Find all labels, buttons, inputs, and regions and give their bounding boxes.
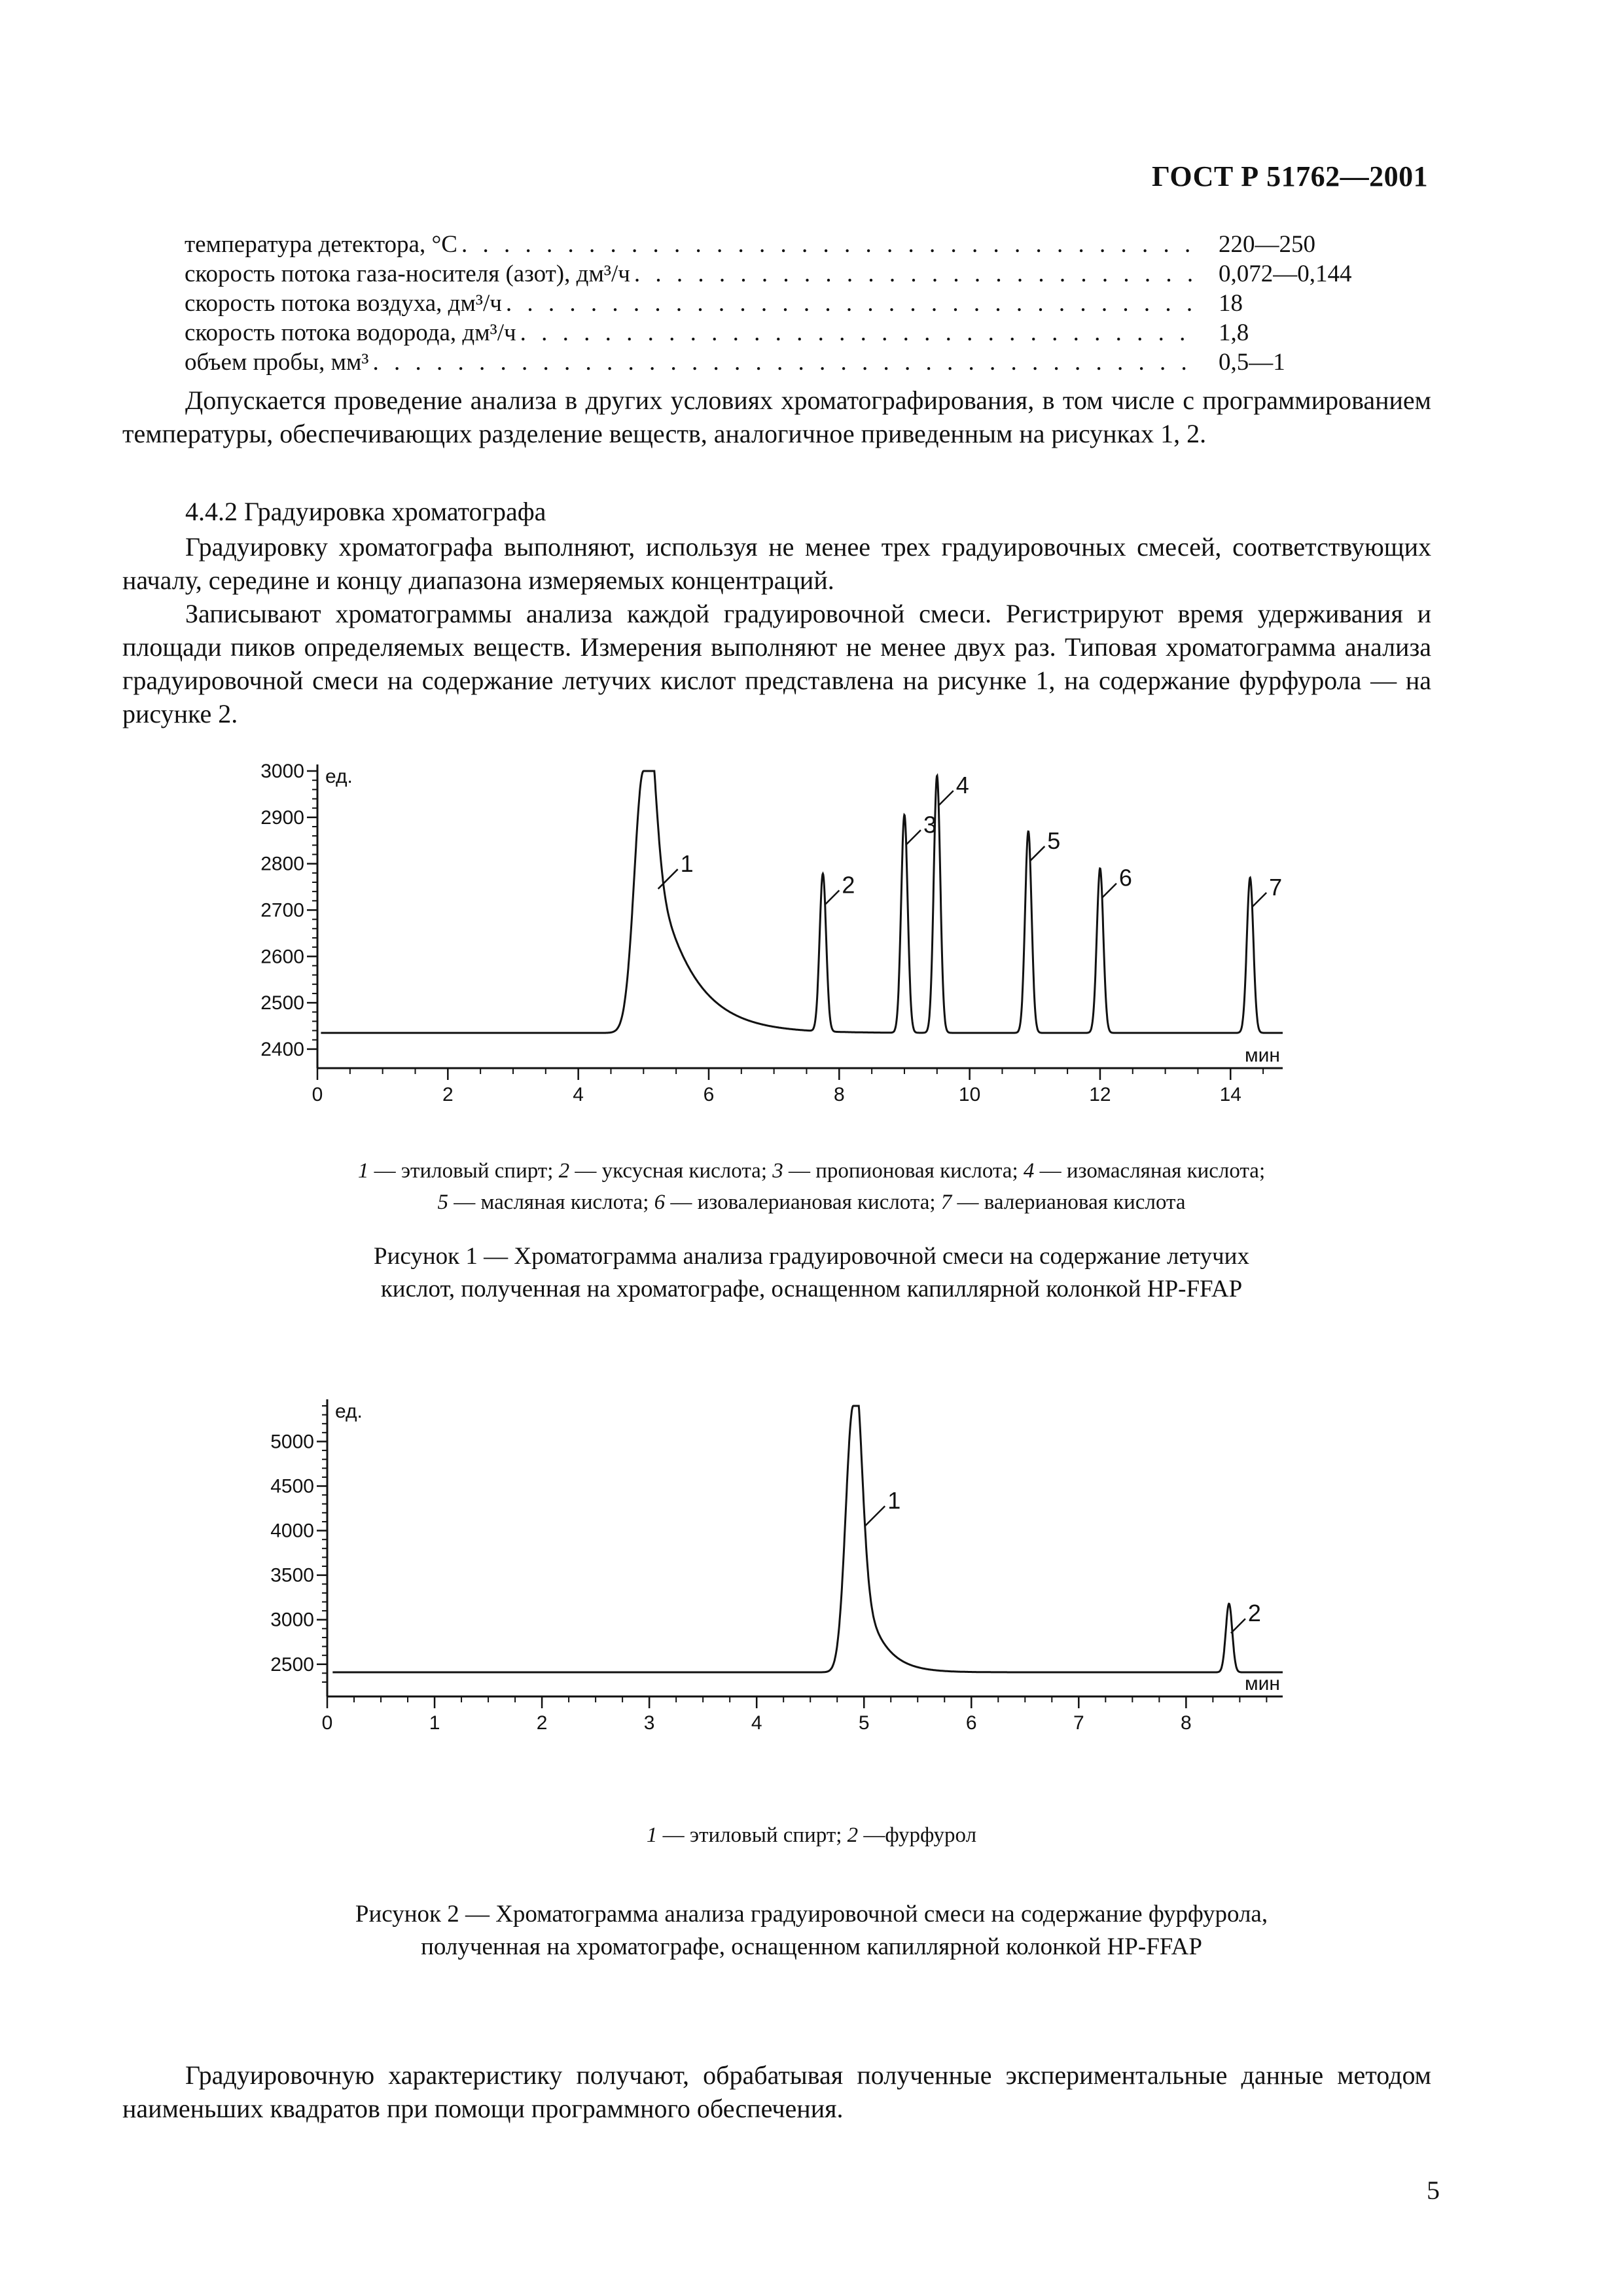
param-row	[185, 230, 1428, 260]
legend-text: масляная кислота	[480, 1191, 643, 1214]
leader-dots	[630, 260, 1199, 288]
legend-text: изовалериановая кислота	[697, 1191, 930, 1214]
x-tick-label: 3	[643, 1712, 655, 1734]
x-tick-label: 6	[965, 1712, 977, 1734]
legend-text: пропионовая кислота	[815, 1159, 1012, 1183]
param-value: 0,072—0,144	[1219, 260, 1352, 287]
peak-leader	[939, 791, 954, 805]
x-tick-label: 0	[321, 1712, 333, 1734]
legend-number: 2	[847, 1823, 859, 1847]
param-label: скорость потока водорода, дм³/ч	[185, 319, 516, 346]
x-tick-label: 8	[1181, 1712, 1192, 1734]
page-number: 5	[1427, 2176, 1440, 2205]
caption-line: кислот, полученная на хроматографе, оснащенном капиллярной колонкой HP-FFAP	[380, 1276, 1243, 1302]
peak-leader	[1102, 884, 1116, 898]
paragraph-text: Градуировочную характеристику получают, обрабатывая полученные экспериментальные данные методом наименьших квадратов при помощи программного обеспечения.	[122, 2060, 1431, 2123]
legend-line: 1 — этиловый спирт; 2 — уксусная кислота; 3 — пропионовая кислота; 4 — изомасляная кислота;	[357, 1159, 1266, 1183]
x-tick-label: 1	[429, 1712, 440, 1734]
leader-dots	[369, 348, 1199, 376]
legend-number: 1	[357, 1159, 369, 1183]
x-axis-label: мин	[1245, 1045, 1280, 1066]
x-tick-label: 8	[833, 1084, 845, 1105]
param-label: скорость потока газа-носителя (азот), дм³/ч	[185, 260, 630, 287]
param-value: 18	[1219, 290, 1243, 317]
caption-line: Рисунок 1 — Хроматограмма анализа градуировочной смеси на содержание летучих	[374, 1243, 1249, 1270]
peak-label: 2	[842, 871, 855, 899]
paragraph-text: Допускается проведение анализа в других условиях хроматографирования, в том числе с программированием температуры, обеспечивающих разделение веществ, аналогичное приведенным на рисунках 1, 2.	[122, 386, 1431, 448]
peak-leader	[1252, 893, 1266, 907]
y-tick-label: 2500	[270, 1653, 314, 1676]
peak-label: 4	[955, 772, 969, 799]
x-tick-label: 0	[312, 1084, 323, 1105]
y-tick-label: 3000	[260, 761, 304, 782]
param-row	[185, 260, 1428, 289]
peak-leader	[865, 1506, 885, 1526]
caption-line: Рисунок 2 — Хроматограмма анализа градуировочной смеси на содержание фурфурола,	[355, 1901, 1268, 1928]
peak-label: 3	[923, 811, 936, 838]
y-tick-label: 3000	[270, 1609, 314, 1631]
legend-number: 6	[654, 1191, 666, 1214]
param-label: скорость потока воздуха, дм³/ч	[185, 290, 502, 317]
y-tick-label: 5000	[270, 1431, 314, 1453]
x-tick-label: 5	[858, 1712, 870, 1734]
x-axis-label: мин	[1245, 1673, 1280, 1695]
caption-line: полученная на хроматографе, оснащенном капиллярной колонкой HP-FFAP	[421, 1933, 1202, 1960]
y-tick-label: 2900	[260, 806, 304, 829]
body-paragraph	[122, 384, 1431, 450]
legend-number: 3	[772, 1159, 783, 1183]
x-tick-label: 12	[1089, 1084, 1111, 1105]
peak-leader	[1030, 846, 1044, 861]
peak-label: 7	[1269, 873, 1283, 901]
section-heading: 4.4.2 Градуировка хроматографа	[185, 497, 546, 526]
leader-dots	[457, 230, 1199, 259]
peak-label: 1	[887, 1487, 901, 1515]
param-row	[185, 348, 1428, 378]
x-tick-label: 2	[442, 1084, 454, 1105]
peak-label: 2	[1247, 1600, 1261, 1627]
figure-1-legend	[0, 1155, 1623, 1218]
y-tick-label: 2600	[260, 946, 304, 968]
figure-2-legend: 1 — этиловый спирт; 2 —фурфурол	[646, 1823, 977, 1847]
param-label: объем пробы, мм³	[185, 349, 369, 376]
legend-number: 7	[940, 1191, 952, 1214]
peak-label: 1	[680, 850, 694, 878]
y-tick-label: 4500	[270, 1475, 314, 1498]
x-tick-label: 2	[536, 1712, 548, 1734]
chromatogram-figure-2	[236, 1394, 1309, 1767]
chromatogram-figure-1	[236, 759, 1309, 1139]
x-tick-label: 7	[1073, 1712, 1084, 1734]
peak-leader	[658, 869, 678, 889]
param-value: 0,5—1	[1219, 349, 1285, 376]
peak-leader	[1231, 1619, 1245, 1633]
param-value: 1,8	[1219, 319, 1249, 346]
figure-2-caption	[0, 1898, 1623, 1964]
legend-number: 2	[558, 1159, 570, 1183]
peak-label: 6	[1118, 864, 1132, 891]
body-paragraph	[122, 530, 1431, 597]
peak-leader	[906, 830, 921, 844]
body-paragraph	[122, 597, 1431, 730]
param-row	[185, 289, 1428, 319]
paragraph-text: Записывают хроматограммы анализа каждой градуировочной смеси. Регистрируют время удерживания и площади пиков определяемых веществ. Измерения выполняют не менее двух раз. Типовая хроматограмма анализа градуировочной смеси на содержание летучих кислот представлена на рисунке 1, на содержание фурфурола — на рисунке 2.	[122, 599, 1431, 728]
y-axis-label: ед.	[325, 766, 353, 787]
document-code: ГОСТ Р 51762—2001	[1152, 160, 1429, 192]
param-value: 220—250	[1219, 231, 1315, 258]
figure-1-caption	[0, 1240, 1623, 1306]
signal-trace	[321, 771, 1283, 1033]
param-label: температура детектора, °С	[185, 231, 457, 258]
peak-leader	[825, 890, 839, 905]
y-tick-label: 2400	[260, 1038, 304, 1060]
legend-number: 1	[646, 1823, 658, 1847]
body-paragraph	[122, 2058, 1431, 2125]
y-tick-label: 4000	[270, 1520, 314, 1542]
legend-text: валериановая кислота	[984, 1191, 1186, 1214]
legend-text: этиловый спирт	[401, 1159, 548, 1183]
legend-text: этиловый спирт	[689, 1823, 836, 1847]
legend-number: 4	[1023, 1159, 1035, 1183]
y-tick-label: 2800	[260, 853, 304, 875]
x-tick-label: 4	[751, 1712, 762, 1734]
signal-trace	[332, 1406, 1283, 1672]
parameters-list	[185, 230, 1428, 378]
x-tick-label: 10	[958, 1084, 981, 1105]
leader-dots	[516, 319, 1199, 347]
leader-dots	[502, 289, 1199, 317]
x-tick-label: 14	[1219, 1084, 1241, 1105]
y-axis-label: ед.	[335, 1401, 363, 1422]
x-tick-label: 4	[573, 1084, 584, 1105]
legend-text: фурфурол	[885, 1823, 977, 1847]
legend-number: 5	[437, 1191, 448, 1214]
y-tick-label: 2500	[260, 992, 304, 1014]
legend-text: изомасляная кислота	[1066, 1159, 1259, 1183]
y-tick-label: 2700	[260, 899, 304, 922]
peak-label: 5	[1047, 827, 1061, 855]
x-tick-label: 6	[703, 1084, 715, 1105]
paragraph-text: Градуировку хроматографа выполняют, используя не менее трех градуировочных смесей, соответствующих началу, середине и концу диапазона измеряемых концентраций.	[122, 532, 1431, 595]
legend-line: 5 — масляная кислота; 6 — изовалериановая кислота; 7 — валериановая кислота	[437, 1191, 1186, 1214]
y-tick-label: 3500	[270, 1564, 314, 1587]
legend-text: уксусная кислота	[601, 1159, 761, 1183]
param-row	[185, 319, 1428, 348]
